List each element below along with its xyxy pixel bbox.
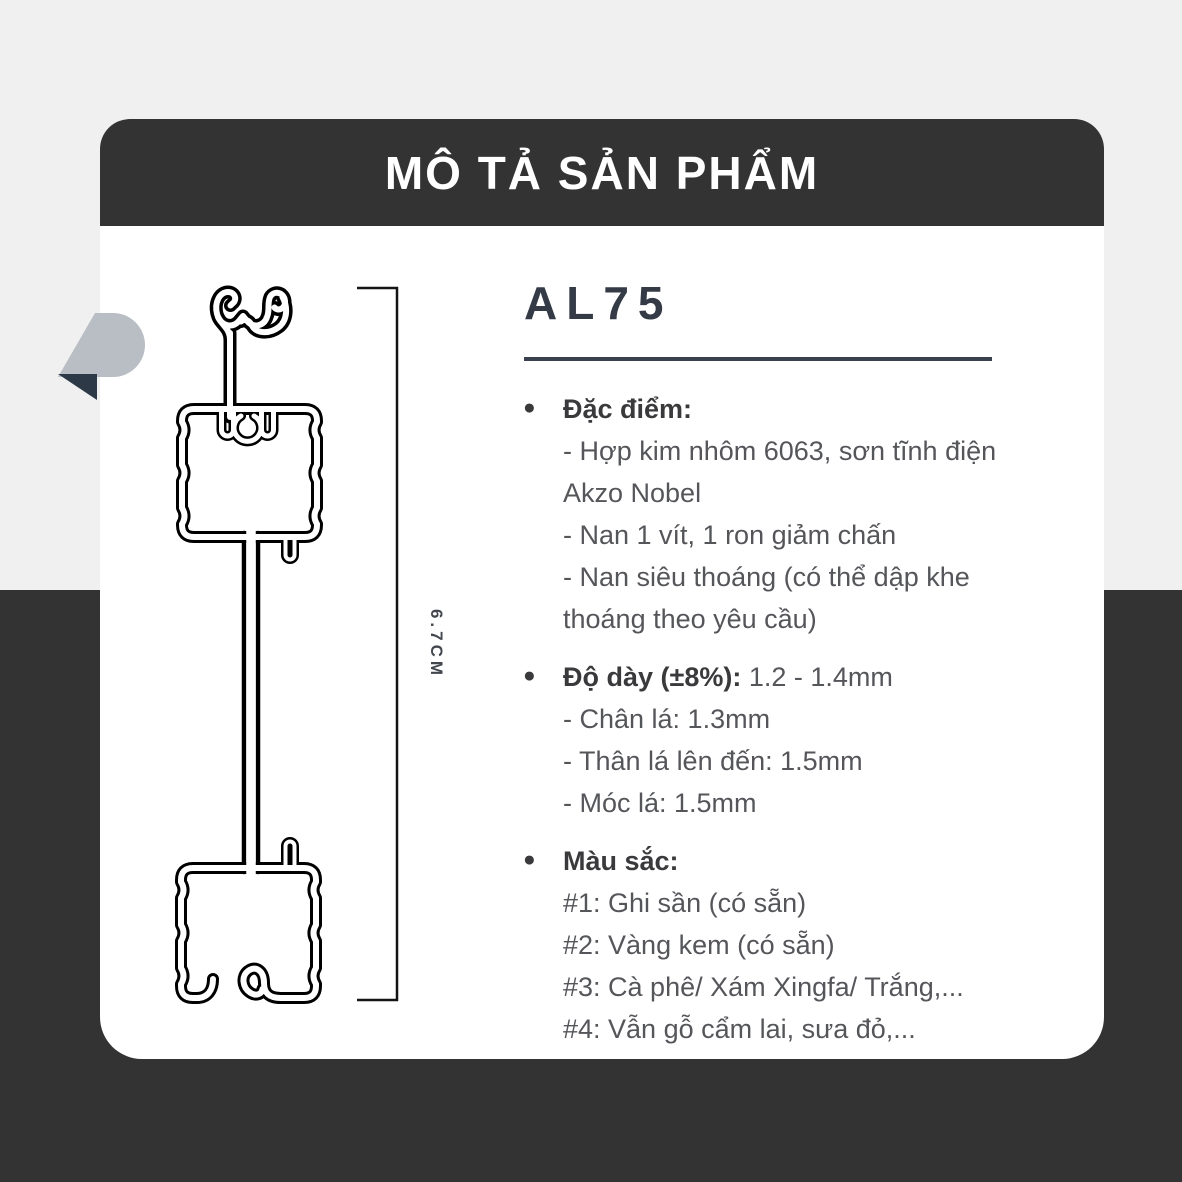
section-line: - Móc lá: 1.5mm xyxy=(563,788,757,818)
section-line: - Chân lá: 1.3mm xyxy=(563,704,771,734)
profile-wall-interior xyxy=(181,292,317,998)
flag-gray-shape xyxy=(58,313,145,377)
section-line: #4: Vẫn gỗ cẩm lai, sưa đỏ,... xyxy=(563,1014,916,1044)
section-heading-row xyxy=(563,840,1045,882)
section-line: #1: Ghi sần (có sẵn) xyxy=(563,888,807,918)
dimension-bracket xyxy=(357,288,397,1000)
bullet-icon: ● xyxy=(523,848,536,871)
spec-section xyxy=(523,840,1045,1050)
section-heading-row xyxy=(563,656,1045,698)
section-line: - Hợp kim nhôm 6063, sơn tĩnh điện Akzo Nobel xyxy=(563,436,997,508)
flag-navy-triangle xyxy=(58,374,97,400)
section-heading: Đặc điểm: xyxy=(563,394,693,424)
section-lines xyxy=(563,698,1045,824)
spec-section xyxy=(523,388,1045,640)
title-underline xyxy=(524,357,992,361)
section-heading-value: 1.2 - 1.4mm xyxy=(741,662,893,692)
section-line: #2: Vàng kem (có sẵn) xyxy=(563,930,835,960)
section-line: - Nan siêu thoáng (có thể dập khe thoáng theo yêu cầu) xyxy=(563,562,970,634)
dimension-label: 6.7CM xyxy=(427,608,446,680)
section-heading: Độ dày (±8%): xyxy=(563,662,742,692)
section-lines xyxy=(563,882,1045,1050)
section-line: - Nan 1 vít, 1 ron giảm chấn xyxy=(563,520,897,550)
section-line: - Thân lá lên đến: 1.5mm xyxy=(563,746,863,776)
bullet-icon: ● xyxy=(523,664,536,687)
section-lines xyxy=(563,430,1045,640)
aluminum-profile-diagram xyxy=(155,270,455,1030)
product-model: AL75 xyxy=(524,277,673,329)
spec-sections xyxy=(523,388,1045,1066)
spec-section xyxy=(523,656,1045,824)
section-line: #3: Cà phê/ Xám Xingfa/ Trắng,... xyxy=(563,972,964,1002)
card-header-band xyxy=(100,119,1104,226)
page-title: MÔ TẢ SẢN PHẨM xyxy=(384,146,820,199)
section-heading-row xyxy=(563,388,1045,430)
bullet-icon: ● xyxy=(523,396,536,419)
section-heading: Màu sắc: xyxy=(563,846,679,876)
corner-flag-decoration xyxy=(55,310,150,410)
